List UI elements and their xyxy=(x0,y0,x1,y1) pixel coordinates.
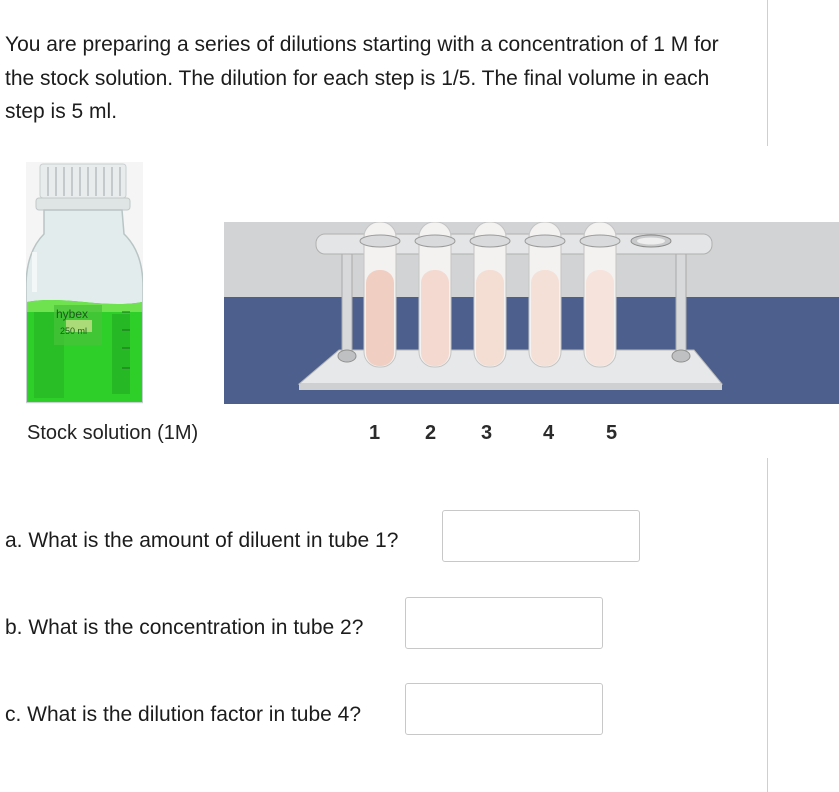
stock-solution-label: Stock solution (1M) xyxy=(27,422,199,444)
tube-label-2: 2 xyxy=(425,422,437,444)
bottle-brand: hybex xyxy=(56,307,89,321)
tube-label-5: 5 xyxy=(606,422,618,444)
answer-input-b[interactable] xyxy=(405,597,603,649)
tube-label-1: 1 xyxy=(369,422,381,444)
question-c: c. What is the dilution factor in tube 4? xyxy=(5,703,362,726)
answer-input-c[interactable] xyxy=(405,683,603,735)
test-tube-rack-image xyxy=(224,222,839,404)
question-a: a. What is the amount of diluent in tube 1? xyxy=(5,529,399,552)
stock-bottle-image xyxy=(26,162,143,404)
tube-label-4: 4 xyxy=(543,422,555,444)
bottle-volume: 250 ml xyxy=(60,326,88,336)
answer-input-a[interactable] xyxy=(442,510,640,562)
right-divider-bottom xyxy=(767,458,768,792)
problem-statement: You are preparing a series of dilutions starting with a concentration of 1 M for the stock solution. The dilution for each step is 1/5. The final volume in each step is 5 ml. xyxy=(5,33,719,123)
tube-label-3: 3 xyxy=(481,422,493,444)
right-divider-top xyxy=(767,0,768,146)
question-b: b. What is the concentration in tube 2? xyxy=(5,616,364,639)
